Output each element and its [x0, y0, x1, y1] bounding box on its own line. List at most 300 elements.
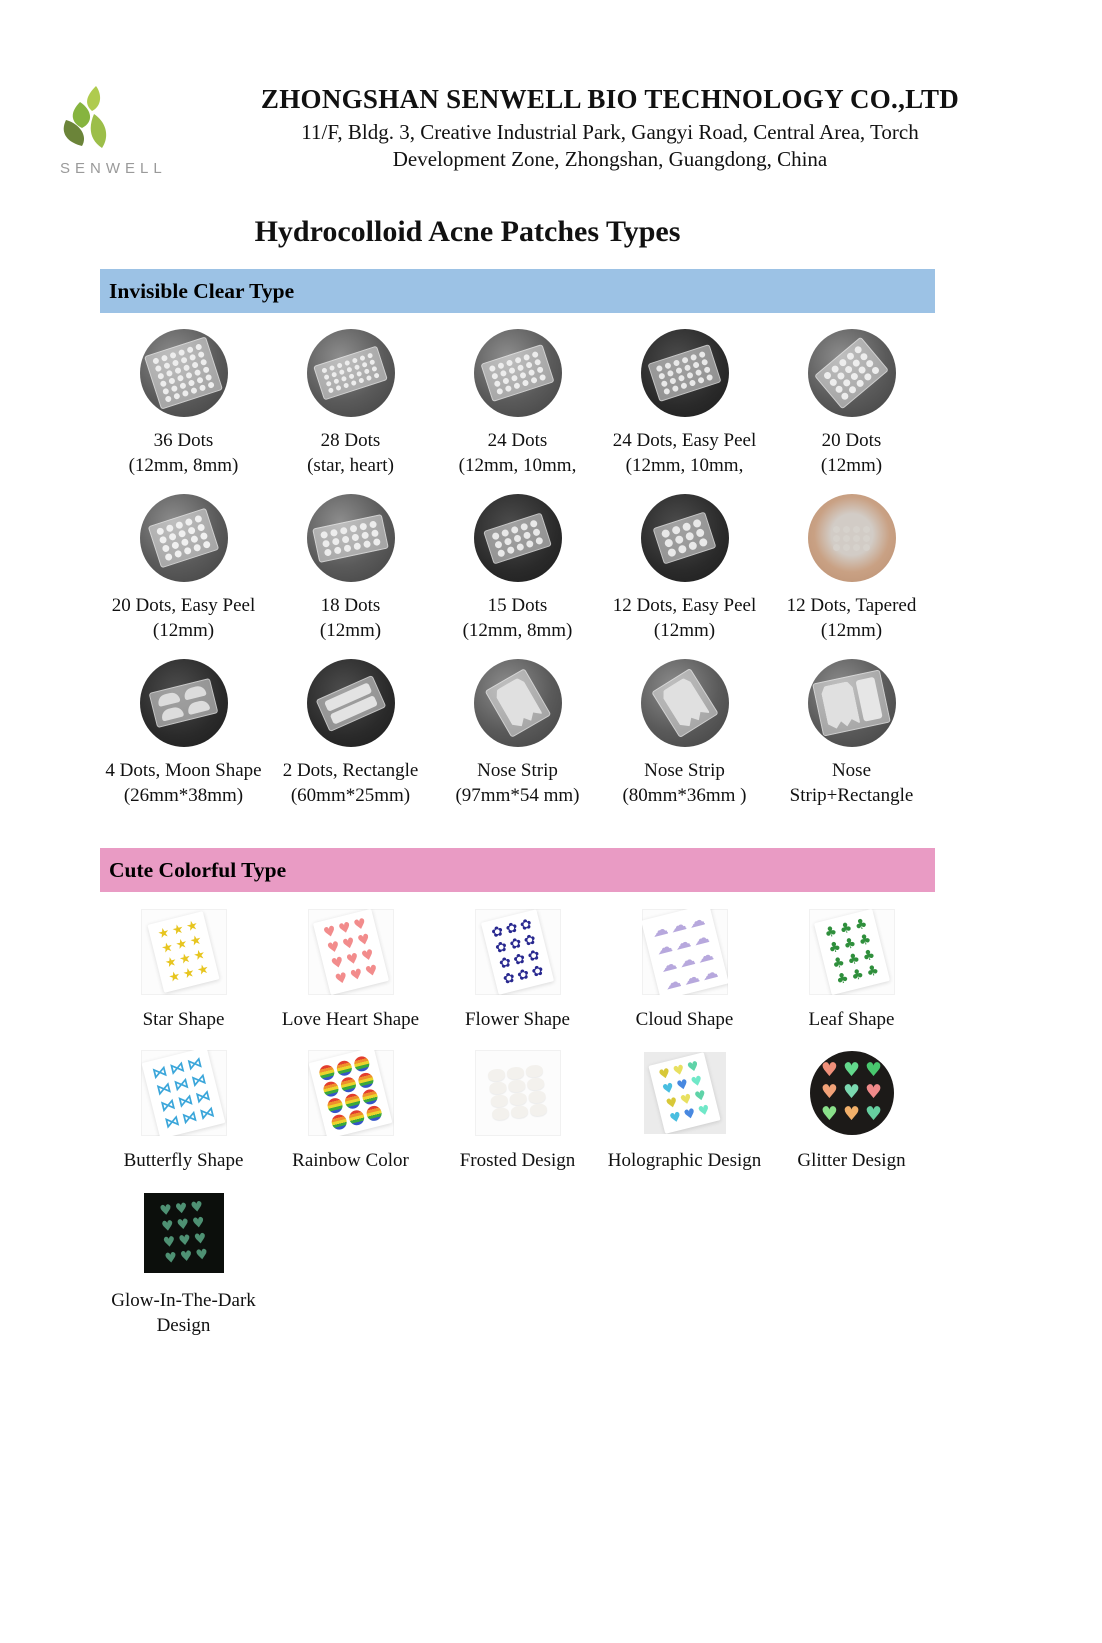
photo-4-dots-moon: [140, 659, 228, 747]
patch-shape: [855, 677, 882, 722]
patch-shape: ⋈: [150, 1061, 170, 1083]
patch-shape: [200, 532, 209, 541]
company-header: [58, 84, 1044, 177]
patch-shape: [160, 380, 168, 388]
patch-shape: [684, 364, 692, 372]
patch-shape: [697, 376, 705, 384]
patch-shape: ♥: [160, 1217, 175, 1235]
patch-shape: ♣: [856, 931, 873, 951]
patch-shape: [689, 379, 697, 387]
address-line-2: Development Zone, Zhongshan, Guangdong, China: [392, 147, 828, 172]
product-caption: 28 Dots (star, heart): [307, 430, 394, 477]
patch-shape: [191, 361, 199, 369]
patch-shape: [656, 365, 664, 373]
patch-shape: ♥: [344, 950, 361, 970]
patch-shape: ♥: [820, 1081, 838, 1104]
product-caption: Glow-In-The-Dark Design: [111, 1289, 256, 1336]
section-header-invisible-clear-type: Invisible Clear Type: [100, 269, 935, 313]
patch-shape: ♥: [689, 1073, 705, 1091]
patch-shape: [516, 542, 525, 551]
patch-shape: ♥: [820, 1103, 838, 1126]
product-item: [100, 1187, 267, 1338]
patch-shape: [506, 545, 515, 554]
patch-shape: [334, 546, 342, 554]
patch-shape: [165, 524, 174, 533]
patch-shape: [356, 371, 362, 377]
patch-shape: [853, 526, 860, 533]
patch-shape: [494, 380, 502, 388]
patch-shape: ♥: [333, 970, 350, 989]
patch-shape: [341, 535, 349, 543]
patch-shape: [371, 529, 379, 537]
patch-shape: [506, 1066, 524, 1080]
patch-shape: [671, 525, 681, 535]
product-item: [601, 1047, 768, 1173]
patch-shape: [497, 548, 506, 557]
product-caption: Frosted Design: [459, 1149, 576, 1171]
patch-shape: ★: [177, 951, 193, 969]
patch-shape: [172, 359, 180, 367]
photo-15-dots: [474, 494, 562, 582]
product-caption: 2 Dots, Rectangle (60mm*25mm): [282, 760, 419, 807]
patch-shape: [496, 388, 504, 396]
patch-shape: [364, 368, 370, 374]
patch-shape: [340, 526, 348, 534]
patch-shape: [833, 535, 840, 542]
patch-shape: [173, 392, 181, 400]
patch-shape: [187, 526, 196, 535]
patch-shape: [506, 359, 514, 367]
patch-shape: ✿: [518, 916, 534, 935]
invisible-clear-type-grid: [100, 313, 935, 808]
patch-shape: [863, 544, 870, 551]
patch-shape: [343, 1092, 361, 1110]
patch-shape: ★: [159, 940, 175, 958]
patch-shape: ♥: [657, 1065, 673, 1083]
patch-shape: ♥: [696, 1102, 712, 1120]
product-caption: Holographic Design: [607, 1149, 762, 1171]
patch-shape: [863, 372, 873, 382]
patch-shape: ♥: [175, 1216, 190, 1234]
section-header-cute-colorful-type: Cute Colorful Type: [100, 848, 935, 892]
patch-shape: [369, 520, 377, 528]
product-caption: Butterfly Shape: [123, 1149, 244, 1171]
patch-shape: ♣: [834, 970, 851, 989]
product-caption: 12 Dots, Tapered (12mm): [786, 595, 917, 642]
patch-shape: [695, 528, 705, 538]
patch-shape: ♥: [842, 1059, 861, 1082]
patch-shape: [490, 1094, 508, 1108]
patch-shape: [843, 544, 850, 551]
patch-shape: ♣: [841, 935, 858, 954]
patch-shape: [351, 380, 357, 386]
patch-shape: [373, 538, 381, 546]
product-caption: 20 Dots (12mm): [820, 430, 883, 477]
patch-shape: [698, 538, 708, 548]
patch-shape: [863, 535, 870, 542]
patch-shape: ♥: [161, 1233, 176, 1251]
patch-shape: [853, 535, 860, 542]
patch-shape: ☁: [662, 971, 683, 994]
patch-shape: [701, 358, 709, 366]
product-item: [100, 906, 267, 1032]
patch-shape: [354, 364, 360, 370]
patch-shape: ♥: [820, 1059, 838, 1082]
patch-shape: ♥: [668, 1109, 684, 1127]
product-item: [768, 657, 935, 808]
photo-12-dots-easy-peel: [641, 494, 729, 582]
patch-shape: [525, 361, 533, 369]
patch-shape: [183, 364, 191, 372]
patch-shape: ★: [174, 936, 190, 954]
patch-shape: ♥: [177, 1231, 192, 1250]
patch-shape: ♥: [678, 1091, 694, 1109]
photo-holographic-design: [644, 1052, 726, 1134]
patch-shape: ✿: [501, 970, 517, 989]
product-caption: 24 Dots, Easy Peel (12mm, 10mm,: [612, 430, 757, 477]
address-line-1: 11/F, Bldg. 3, Creative Industrial Park, Gangyi Road, Central Area, Torch: [301, 120, 919, 145]
patch-shape: [511, 374, 519, 382]
patch-shape: ☁: [690, 927, 711, 950]
patch-shape: [179, 382, 187, 390]
patch-shape: ♣: [849, 966, 866, 986]
patch-shape: [168, 377, 176, 385]
patch-shape: [339, 1075, 357, 1093]
patch-shape: [833, 526, 840, 533]
patch-shape: [685, 531, 695, 541]
product-caption: Nose Strip+Rectangle: [789, 760, 914, 807]
patch-shape: [487, 1068, 505, 1082]
patch-shape: [494, 540, 503, 549]
patch-shape: ☁: [649, 919, 670, 942]
patch-shape: [692, 519, 702, 529]
patch-shape: [183, 547, 192, 556]
patch-shape: [659, 676, 709, 730]
product-item: [434, 492, 601, 643]
patch-shape: [501, 528, 510, 537]
patch-shape: [664, 538, 674, 548]
patch-shape: [848, 385, 858, 395]
patch-shape: [371, 366, 377, 372]
patch-shape: [698, 351, 706, 359]
patch-shape: [504, 537, 513, 546]
patch-shape: [536, 366, 544, 374]
patch-shape: ♥: [325, 939, 342, 958]
patch-shape: [530, 376, 538, 384]
patch-shape: [346, 367, 352, 373]
patch-shape: [195, 343, 203, 351]
photo-24-dots: [474, 329, 562, 417]
product-caption: Cloud Shape: [635, 1009, 734, 1031]
patch-shape: [510, 1105, 528, 1119]
patch-shape: [200, 358, 208, 366]
company-logo: [58, 84, 176, 177]
patch-shape: ♥: [355, 931, 372, 951]
patch-shape: ♥: [671, 1062, 687, 1080]
patch-shape: ♣: [826, 939, 843, 958]
photo-rainbow-color: [308, 1050, 394, 1136]
product-caption: Leaf Shape: [808, 1009, 895, 1031]
product-caption: 15 Dots (12mm, 8mm): [462, 595, 573, 642]
patch-shape: ☁: [653, 936, 674, 960]
patch-shape: [163, 362, 171, 370]
patch-shape: ⋈: [185, 1052, 205, 1074]
patch-shape: ☁: [699, 962, 720, 985]
patch-shape: [532, 528, 541, 537]
product-caption: Nose Strip (97mm*54 mm): [455, 760, 580, 807]
patch-shape: [690, 354, 698, 362]
patch-shape: [820, 681, 860, 731]
photo-glow-in-the-dark-design: [144, 1193, 224, 1273]
patch-shape: ♣: [864, 962, 881, 982]
patch-shape: [366, 375, 372, 381]
patch-shape: [369, 359, 375, 365]
patch-shape: [196, 376, 204, 384]
patch-shape: ♥: [842, 1103, 861, 1126]
patch-shape: [674, 535, 684, 545]
patch-shape: [194, 369, 202, 377]
product-item: [267, 327, 434, 478]
patch-shape: [175, 521, 184, 530]
patch-shape: ☁: [680, 967, 701, 990]
patch-shape: [353, 1054, 371, 1072]
patch-shape: [673, 359, 681, 367]
patch-shape: [517, 364, 525, 372]
patch-shape: ♥: [192, 1230, 207, 1248]
patch-shape: ⋈: [175, 1089, 195, 1111]
patch-shape: [332, 537, 340, 545]
patch-shape: [367, 352, 373, 358]
patch-shape: [160, 706, 184, 722]
patch-shape: ✿: [504, 919, 520, 939]
patch-shape: ♥: [865, 1103, 883, 1126]
patch-shape: [353, 542, 361, 550]
photo-2-dots-rectangle: [307, 659, 395, 747]
patch-shape: [194, 515, 203, 524]
patch-shape: [165, 395, 173, 403]
patch-shape: ♥: [163, 1249, 178, 1267]
patch-shape: [189, 354, 197, 362]
patch-shape: [510, 525, 519, 534]
patch-shape: [339, 369, 345, 375]
patch-shape: [528, 1090, 546, 1104]
patch-shape: [182, 390, 190, 398]
patch-shape: [166, 370, 174, 378]
patch-shape: ♥: [865, 1059, 883, 1082]
patch-shape: [152, 357, 160, 365]
patch-shape: ★: [167, 969, 183, 987]
patch-shape: [840, 391, 850, 401]
patch-shape: [491, 531, 500, 540]
photo-nose-strip-97: [474, 659, 562, 747]
photo-glitter-design: [810, 1051, 894, 1135]
patch-shape: ♥: [329, 954, 346, 974]
patch-shape: [180, 356, 188, 364]
patch-shape: [186, 346, 194, 354]
product-item: [434, 1047, 601, 1173]
patch-shape: ★: [181, 965, 197, 983]
patch-shape: ♥: [191, 1214, 206, 1232]
patch-shape: [505, 385, 513, 393]
patch-shape: [529, 1103, 547, 1117]
photo-12-dots-tapered: [808, 494, 896, 582]
patch-shape: [169, 352, 177, 360]
patch-shape: [508, 1079, 526, 1093]
patch-shape: ✿: [511, 951, 528, 970]
patch-shape: [168, 533, 177, 542]
product-item: [267, 1047, 434, 1173]
patch-shape: [855, 378, 865, 388]
patch-shape: [678, 374, 686, 382]
patch-shape: [675, 367, 683, 375]
patch-shape: ⋈: [171, 1073, 191, 1095]
product-item: [768, 492, 935, 643]
patch-shape: [508, 367, 516, 375]
patch-shape: [178, 529, 187, 538]
patch-shape: [197, 523, 206, 532]
patch-shape: ☁: [686, 910, 707, 933]
patch-shape: ☁: [672, 932, 693, 955]
product-item: [768, 1047, 935, 1173]
patch-shape: ✿: [529, 963, 546, 982]
patch-shape: [335, 385, 341, 391]
patch-shape: ★: [170, 921, 186, 940]
product-item: [100, 1047, 267, 1173]
product-caption: 24 Dots (12mm, 10mm,: [458, 430, 577, 477]
patch-shape: [161, 354, 169, 362]
patch-shape: [523, 531, 532, 540]
photo-nose-strip-rectangle: [808, 659, 896, 747]
patch-shape: [692, 361, 700, 369]
product-caption: 4 Dots, Moon Shape (26mm*38mm): [105, 760, 262, 807]
patch-shape: [185, 372, 193, 380]
product-item: [100, 492, 267, 643]
patch-shape: [329, 365, 335, 371]
patch-shape: ★: [184, 918, 200, 936]
patch-shape: ♣: [845, 950, 862, 970]
patch-shape: ⋈: [197, 1101, 217, 1123]
product-caption: Nose Strip (80mm*36mm ): [622, 760, 747, 807]
patch-shape: ⋈: [162, 1110, 182, 1132]
patch-shape: [489, 1081, 507, 1095]
patch-shape: [359, 355, 365, 361]
patch-shape: ♣: [852, 916, 869, 935]
patch-shape: [833, 544, 840, 551]
patch-shape: ♥: [189, 1198, 204, 1216]
patch-shape: ♣: [860, 947, 877, 966]
patch-shape: ★: [156, 925, 172, 943]
patch-shape: [358, 377, 364, 383]
page-title: Hydrocolloid Acne Patches Types: [254, 215, 681, 248]
patch-shape: [157, 691, 181, 707]
patch-shape: [667, 548, 677, 558]
senwell-leaf-logo-icon: [58, 84, 128, 158]
product-item: [267, 906, 434, 1032]
patch-shape: [686, 372, 694, 380]
patch-shape: [522, 379, 530, 387]
patch-shape: ☁: [694, 944, 716, 968]
patch-shape: [326, 1096, 344, 1114]
patch-shape: [500, 370, 508, 378]
photo-love-heart-shape: [308, 909, 394, 995]
patch-shape: ★: [188, 932, 204, 951]
patch-shape: [184, 518, 193, 527]
product-caption: 36 Dots (12mm, 8mm): [128, 430, 239, 477]
patch-shape: [157, 372, 165, 380]
photo-18-dots: [307, 494, 395, 582]
photo-butterfly-shape: [141, 1050, 227, 1136]
patch-shape: ☁: [667, 914, 688, 937]
patch-shape: [155, 365, 163, 373]
patch-shape: [320, 530, 328, 538]
patch-shape: ✿: [522, 931, 538, 951]
patch-shape: ♣: [837, 919, 854, 939]
patch-shape: [373, 372, 379, 378]
patch-shape: [197, 351, 205, 359]
patch-shape: ♥: [158, 1201, 173, 1219]
patch-shape: [336, 362, 342, 368]
product-caption: Star Shape: [142, 1009, 225, 1031]
patch-shape: [695, 369, 703, 377]
patch-shape: [202, 540, 211, 549]
patch-shape: [509, 1092, 527, 1106]
patch-shape: [174, 367, 182, 375]
patch-shape: ♥: [675, 1076, 691, 1094]
patch-shape: [188, 379, 196, 387]
product-caption: Rainbow Color: [292, 1149, 409, 1171]
patch-shape: ♥: [842, 1081, 861, 1104]
product-item: [267, 657, 434, 808]
patch-shape: [333, 378, 339, 384]
patch-shape: [330, 1113, 348, 1131]
patch-shape: ⋈: [167, 1056, 187, 1078]
patch-shape: [680, 382, 688, 390]
patch-shape: [843, 526, 850, 533]
patch-shape: [161, 544, 170, 553]
product-item: [601, 906, 768, 1032]
patch-shape: ☁: [676, 949, 697, 972]
patch-shape: ⋈: [180, 1106, 200, 1128]
patch-shape: ★: [195, 962, 211, 980]
patch-shape: ♥: [340, 935, 357, 954]
patch-shape: [513, 534, 522, 543]
cute-colorful-type-grid: [100, 892, 935, 1337]
product-item: [768, 906, 935, 1032]
patch-shape: [171, 385, 179, 393]
product-caption: Glitter Design: [797, 1149, 906, 1171]
patch-shape: ★: [192, 947, 208, 965]
patch-shape: [528, 369, 536, 377]
patch-shape: ✿: [526, 947, 542, 966]
patch-shape: [502, 377, 510, 385]
patch-shape: [159, 536, 168, 545]
patch-shape: [527, 1077, 545, 1091]
patch-shape: [672, 385, 680, 393]
patch-shape: [664, 362, 672, 370]
patch-shape: [164, 553, 173, 562]
product-caption: 20 Dots, Easy Peel (12mm): [111, 595, 256, 642]
product-item: [100, 327, 267, 478]
patch-shape: [193, 543, 202, 552]
patch-shape: [207, 381, 215, 389]
patch-shape: ♣: [822, 923, 839, 943]
patch-shape: [322, 1080, 340, 1098]
patch-shape: ♥: [682, 1105, 698, 1124]
product-item: [434, 657, 601, 808]
patch-shape: [178, 349, 186, 357]
patch-shape: [190, 535, 199, 544]
patch-shape: ♥: [351, 916, 368, 935]
